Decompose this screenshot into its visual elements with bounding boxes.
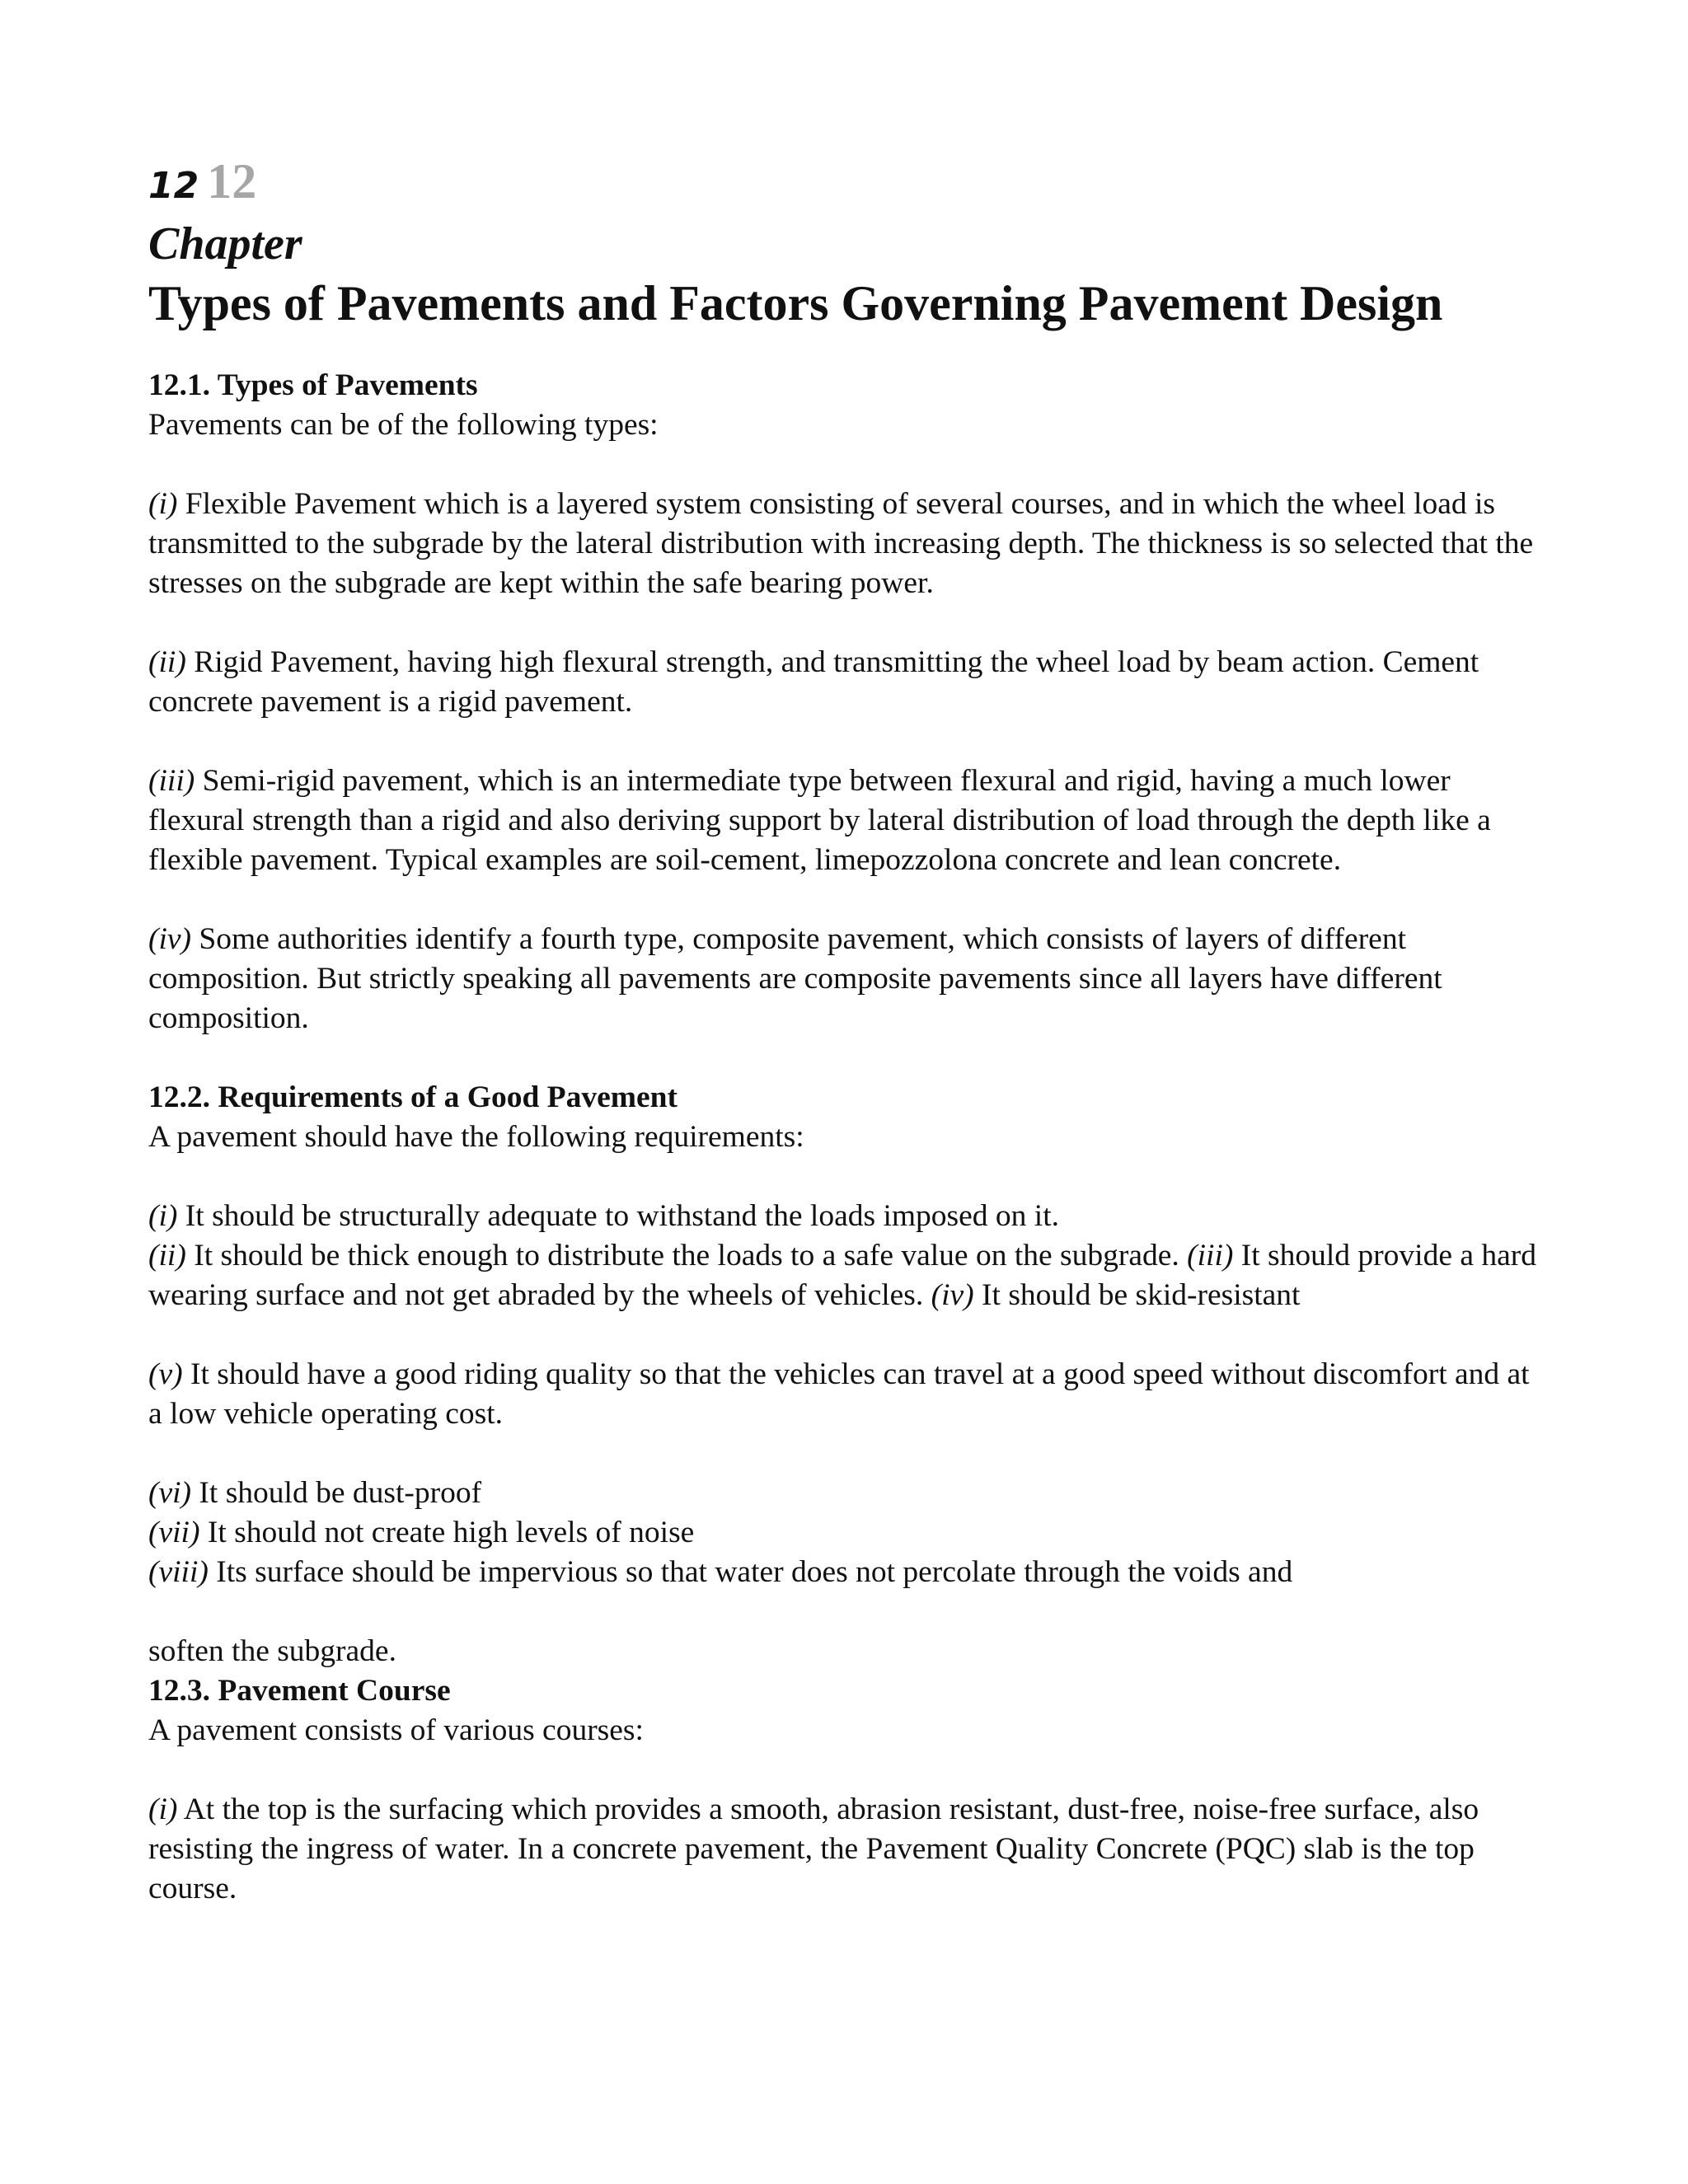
item-text: It should be dust-proof [191,1476,482,1510]
continuation-text: soften the subgrade. [148,1634,396,1668]
item-number: (ii) [148,645,186,679]
list-item [148,1513,1550,1553]
document-page [148,148,1550,1909]
item-number: (iv) [931,1278,974,1312]
list-item [148,920,1550,1038]
list-item [148,762,1550,880]
spacer [148,1592,1550,1632]
section-heading: 12.1. Types of Pavements [148,368,478,402]
chapter-title: Types of Pavements and Factors Governing Pavement Design [148,276,1443,330]
section-intro: A pavement should have the following requirements: [148,1120,804,1154]
item-text: Some authorities identify a fourth type, composite pavement, which consists of layers of different composition. But strictly speaking all pavements are composite pavements since all layers have different composition. [148,922,1442,1035]
item-number: (vii) [148,1516,200,1549]
item-text: It should have a good riding quality so that the vehicles can travel at a good speed without discomfort and at a low vehicle operating cost. [148,1357,1530,1431]
item-text: It should be skid-resistant [973,1278,1301,1312]
item-text: Semi-rigid pavement, which is an intermediate type between flexural and rigid, having a much lower flexural strength than a rigid and also deriving support by lateral distribution of load through the depth like a flexible pavement. Typical examples are soil-cement, limepozzolona concrete and lean concrete. [148,764,1491,877]
spacer [148,1038,1550,1078]
section-intro: A pavement consists of various courses: [148,1713,644,1747]
item-text: Its surface should be impervious so that water does not percolate through the voids and [208,1555,1293,1589]
spacer [148,1750,1550,1790]
list-item [148,1197,1550,1236]
item-text: It should be thick enough to distribute the loads to a safe value on the subgrade. [185,1239,1188,1272]
chapter-number [148,148,1550,214]
item-text: It should provide a hard wearing surface and not get abraded by the wheels of vehicles. [148,1239,1536,1312]
item-number: (vi) [148,1476,192,1510]
item-number: (i) [148,1199,178,1233]
list-item [148,1355,1550,1434]
section-12-1 [148,366,1550,1078]
item-number: (ii) [148,1239,186,1272]
chapter-label: Chapter [148,218,302,269]
list-item [148,1790,1550,1909]
section-12-3 [148,1671,1550,1909]
section-heading: 12.2. Requirements of a Good Pavement [148,1080,678,1114]
list-item [148,643,1550,722]
chapter-number-italic: 12 [148,165,199,207]
item-number: (iv) [148,922,192,956]
spacer [148,333,1550,366]
item-number: (viii) [148,1555,209,1589]
spacer [148,1434,1550,1474]
item-number: (iii) [1187,1239,1234,1272]
list-item [148,485,1550,603]
item-text: It should not create high levels of noise [199,1516,695,1549]
spacer [148,445,1550,485]
item-number: (i) [148,1793,178,1826]
list-item [148,1553,1550,1592]
section-12-2 [148,1078,1550,1671]
section-heading: 12.3. Pavement Course [148,1674,451,1708]
list-paragraph [148,1236,1550,1315]
item-text: At the top is the surfacing which provides a smooth, abrasion resistant, dust-free, noise-free surface, also resisting the ingress of water. In a concrete pavement, the Pavement Quality Concrete (PQC) slab is the top course. [148,1793,1479,1905]
item-text: It should be structurally adequate to withstand the loads imposed on it. [177,1199,1059,1233]
spacer [148,722,1550,762]
spacer [148,1157,1550,1197]
chapter-number-grey: 12 [207,154,257,209]
item-text: Flexible Pavement which is a layered system consisting of several courses, and in which the wheel load is transmitted to the subgrade by the lateral distribution with increasing depth. The thickness is so selected that the stresses on the subgrade are kept within the safe bearing power. [148,487,1534,600]
spacer [148,880,1550,920]
list-item [148,1474,1550,1513]
item-text: Rigid Pavement, having high flexural strength, and transmitting the wheel load by beam action. Cement concrete pavement is a rigid pavement. [148,645,1479,719]
section-intro: Pavements can be of the following types: [148,408,659,442]
item-number: (iii) [148,764,195,798]
item-number: (i) [148,487,178,521]
spacer [148,603,1550,643]
spacer [148,1315,1550,1355]
item-number: (v) [148,1357,183,1391]
